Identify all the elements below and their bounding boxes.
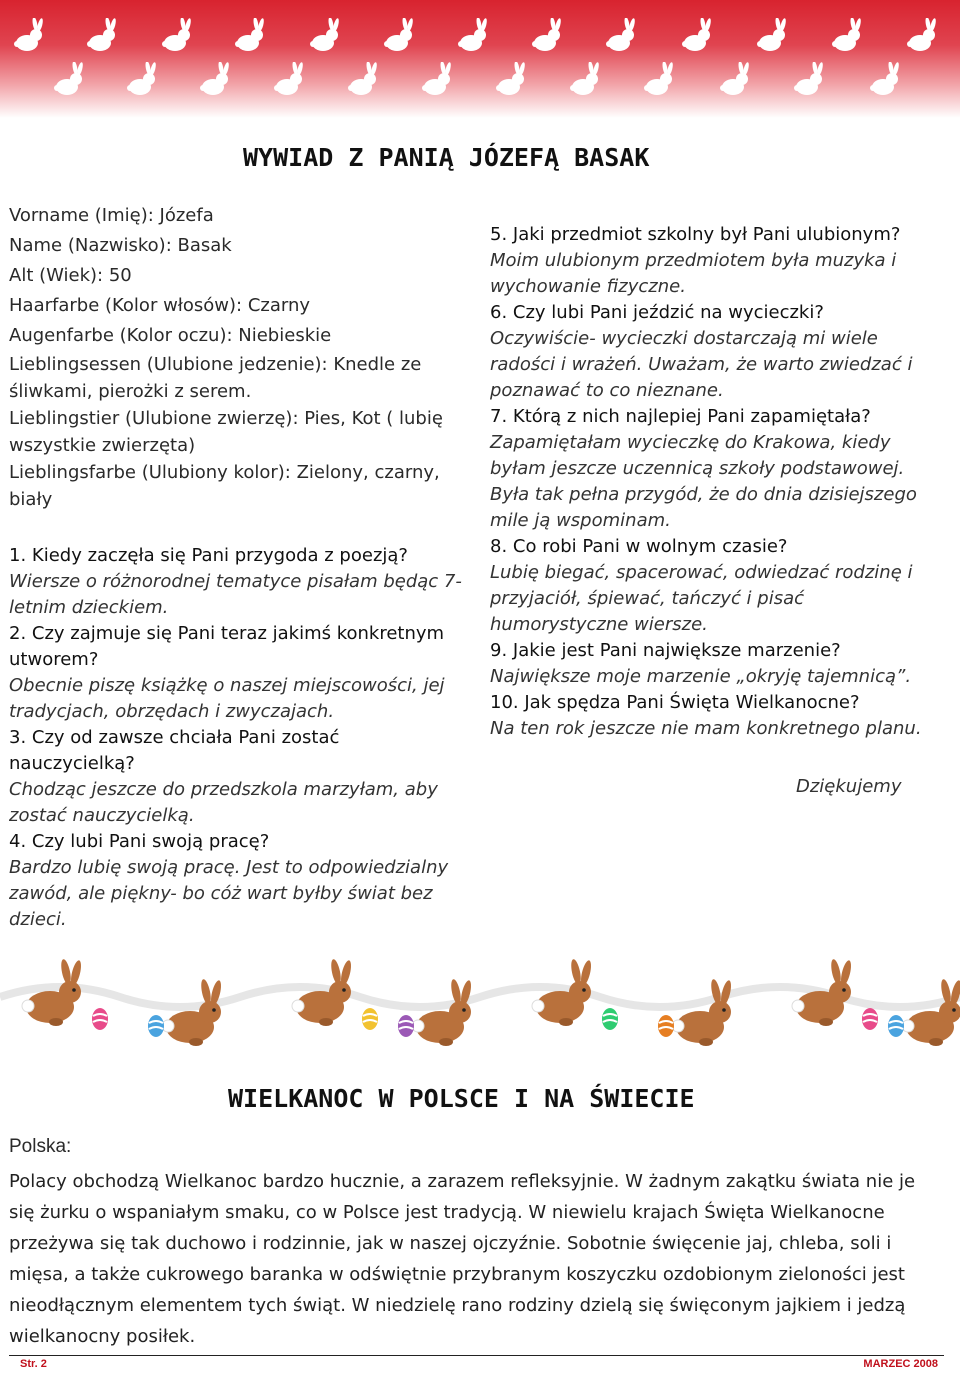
profile-line: Alt (Wiek): 50 bbox=[9, 265, 132, 286]
bunny-row-lower bbox=[0, 62, 960, 102]
answer: Na ten rok jeszcze nie mam konkretnego planu. bbox=[490, 718, 922, 739]
question: 3. Czy od zawsze chciała Pani zostać nauczycielką? bbox=[9, 727, 340, 774]
interview-title: WYWIAD Z PANIĄ JÓZEFĄ BASAK bbox=[243, 143, 650, 172]
brown-bunny-icon bbox=[292, 958, 353, 1026]
brown-bunny-icon bbox=[672, 978, 733, 1046]
easter-bunny-border bbox=[0, 952, 960, 1057]
answer: Największe moje marzenie „okryję tajemnicą”. bbox=[490, 666, 912, 687]
easter-egg-icon bbox=[888, 1015, 904, 1037]
white-bunny-icon bbox=[494, 62, 528, 98]
easter-egg-icon bbox=[398, 1015, 414, 1037]
white-bunny-icon bbox=[160, 18, 194, 54]
white-bunny-icon bbox=[604, 18, 638, 54]
white-bunny-icon bbox=[198, 62, 232, 98]
easter-egg-icon bbox=[362, 1008, 378, 1030]
white-bunny-icon bbox=[755, 18, 789, 54]
question: 2. Czy zajmuje się Pani teraz jakimś konkretnym utworem? bbox=[9, 623, 445, 670]
profile-line: Lieblingstier (Ulubione zwierzę): Pies, Kot ( lubię wszystkie zwierzęta) bbox=[9, 408, 443, 456]
brown-bunny-icon bbox=[532, 958, 593, 1026]
answer: Lubię biegać, spacerować, odwiedzać rodzinę i przyjaciół, śpiewać, tańczyć i pisać humorystyczne wiersze. bbox=[490, 562, 913, 635]
thanks-text: Dziękujemy bbox=[796, 776, 902, 797]
easter-egg-icon bbox=[92, 1008, 108, 1030]
white-bunny-icon bbox=[346, 62, 380, 98]
question: 5. Jaki przedmiot szkolny był Pani ulubionym? bbox=[490, 224, 901, 245]
question: 9. Jakie jest Pani największe marzenie? bbox=[490, 640, 841, 661]
white-bunny-icon bbox=[642, 62, 676, 98]
answer: Wiersze o różnorodnej tematyce pisałam będąc 7-letnim dzieckiem. bbox=[9, 571, 462, 618]
profile-line: Lieblingsessen (Ulubione jedzenie): Knedle ze śliwkami, pierożki z serem. bbox=[9, 354, 422, 402]
section-label: Polska: bbox=[9, 1136, 72, 1157]
white-bunny-icon bbox=[456, 18, 490, 54]
white-bunny-icon bbox=[52, 62, 86, 98]
white-bunny-icon bbox=[382, 18, 416, 54]
left-column bbox=[9, 201, 464, 933]
question: 7. Którą z nich najlepiej Pani zapamiętała? bbox=[490, 406, 871, 427]
footer-rule bbox=[9, 1355, 944, 1356]
profile-line: Vorname (Imię): Józefa bbox=[9, 205, 214, 226]
white-bunny-icon bbox=[420, 62, 454, 98]
easter-egg-icon bbox=[148, 1015, 164, 1037]
answer: Moim ulubionym przedmiotem była muzyka i wychowanie fizyczne. bbox=[490, 250, 897, 297]
white-bunny-icon bbox=[792, 62, 826, 98]
question: 4. Czy lubi Pani swoją pracę? bbox=[9, 831, 270, 852]
question: 10. Jak spędza Pani Święta Wielkanocne? bbox=[490, 692, 860, 713]
bunny-row-upper bbox=[0, 18, 960, 58]
profile-line: Haarfarbe (Kolor włosów): Czarny bbox=[9, 295, 311, 316]
answer: Chodząc jeszcze do przedszkola marzyłam, aby zostać nauczycielką. bbox=[9, 779, 438, 826]
brown-bunny-icon bbox=[412, 978, 473, 1046]
footer-page: Str. 2 bbox=[20, 1358, 47, 1370]
white-bunny-icon bbox=[125, 62, 159, 98]
white-bunny-icon bbox=[272, 62, 306, 98]
question: 8. Co robi Pani w wolnym czasie? bbox=[490, 536, 788, 557]
answer: Obecnie piszę książkę o naszej miejscowości, jej tradycjach, obrzędach i zwyczajach. bbox=[9, 675, 445, 722]
brown-bunny-icon bbox=[162, 978, 223, 1046]
profile-line: Name (Nazwisko): Basak bbox=[9, 235, 232, 256]
easter-egg-icon bbox=[658, 1015, 674, 1037]
answer: Zapamiętałam wycieczkę do Krakowa, kiedy byłam jeszcze uczennicą szkoły podstawowej. Była tak pełna przygód, że do dnia dzisiejszego mile ją wspominam. bbox=[490, 432, 917, 531]
white-bunny-icon bbox=[308, 18, 342, 54]
footer-date: MARZEC 2008 bbox=[863, 1358, 938, 1370]
white-bunny-icon bbox=[868, 62, 902, 98]
easter-egg-icon bbox=[602, 1008, 618, 1030]
white-bunny-icon bbox=[12, 18, 46, 54]
section-body: Polacy obchodzą Wielkanoc bardzo hucznie, a zarazem refleksyjnie. W żadnym zakątku świata nie je się żurku o wspaniałym smaku, co w Polsce jest tradycją. W niewielu krajach Święta Wielkanocne przeżywa się tak duchowo i rodzinnie, jak w naszej ojczyźnie. Sobotnie święcenie jaj, chleba, soli i mięsa, a także cukrowego baranka w odświętnie przybranym koszyczku ozdobionym zieloności jest nieodłącznym elementem tych świąt. W niedzielę rano rodziny dzielą się święconym jajkiem i jedzą wielkanocny posiłek. bbox=[9, 1171, 916, 1347]
white-bunny-icon bbox=[233, 18, 267, 54]
question: 6. Czy lubi Pani jeździć na wycieczki? bbox=[490, 302, 824, 323]
answer: Bardzo lubię swoją pracę. Jest to odpowiedzialny zawód, ale piękny- bo cóż wart byłby świat bez dzieci. bbox=[9, 857, 449, 930]
top-banner bbox=[0, 0, 960, 118]
white-bunny-icon bbox=[830, 18, 864, 54]
white-bunny-icon bbox=[530, 18, 564, 54]
right-column bbox=[490, 222, 945, 800]
white-bunny-icon bbox=[905, 18, 939, 54]
profile-line: Lieblingsfarbe (Ulubiony kolor): Zielony, czarny, biały bbox=[9, 462, 440, 510]
white-bunny-icon bbox=[680, 18, 714, 54]
answer: Oczywiście- wycieczki dostarczają mi wiele radości i wrażeń. Uważam, że warto zwiedzać i poznawać to co nieznane. bbox=[490, 328, 913, 401]
section-title: WIELKANOC W POLSCE I NA ŚWIECIE bbox=[228, 1084, 695, 1113]
white-bunny-icon bbox=[568, 62, 602, 98]
question: 1. Kiedy zaczęła się Pani przygoda z poezją? bbox=[9, 545, 408, 566]
easter-egg-icon bbox=[862, 1008, 878, 1030]
profile-line: Augenfarbe (Kolor oczu): Niebieskie bbox=[9, 325, 332, 346]
white-bunny-icon bbox=[85, 18, 119, 54]
white-bunny-icon bbox=[718, 62, 752, 98]
brown-bunny-icon bbox=[902, 978, 960, 1046]
